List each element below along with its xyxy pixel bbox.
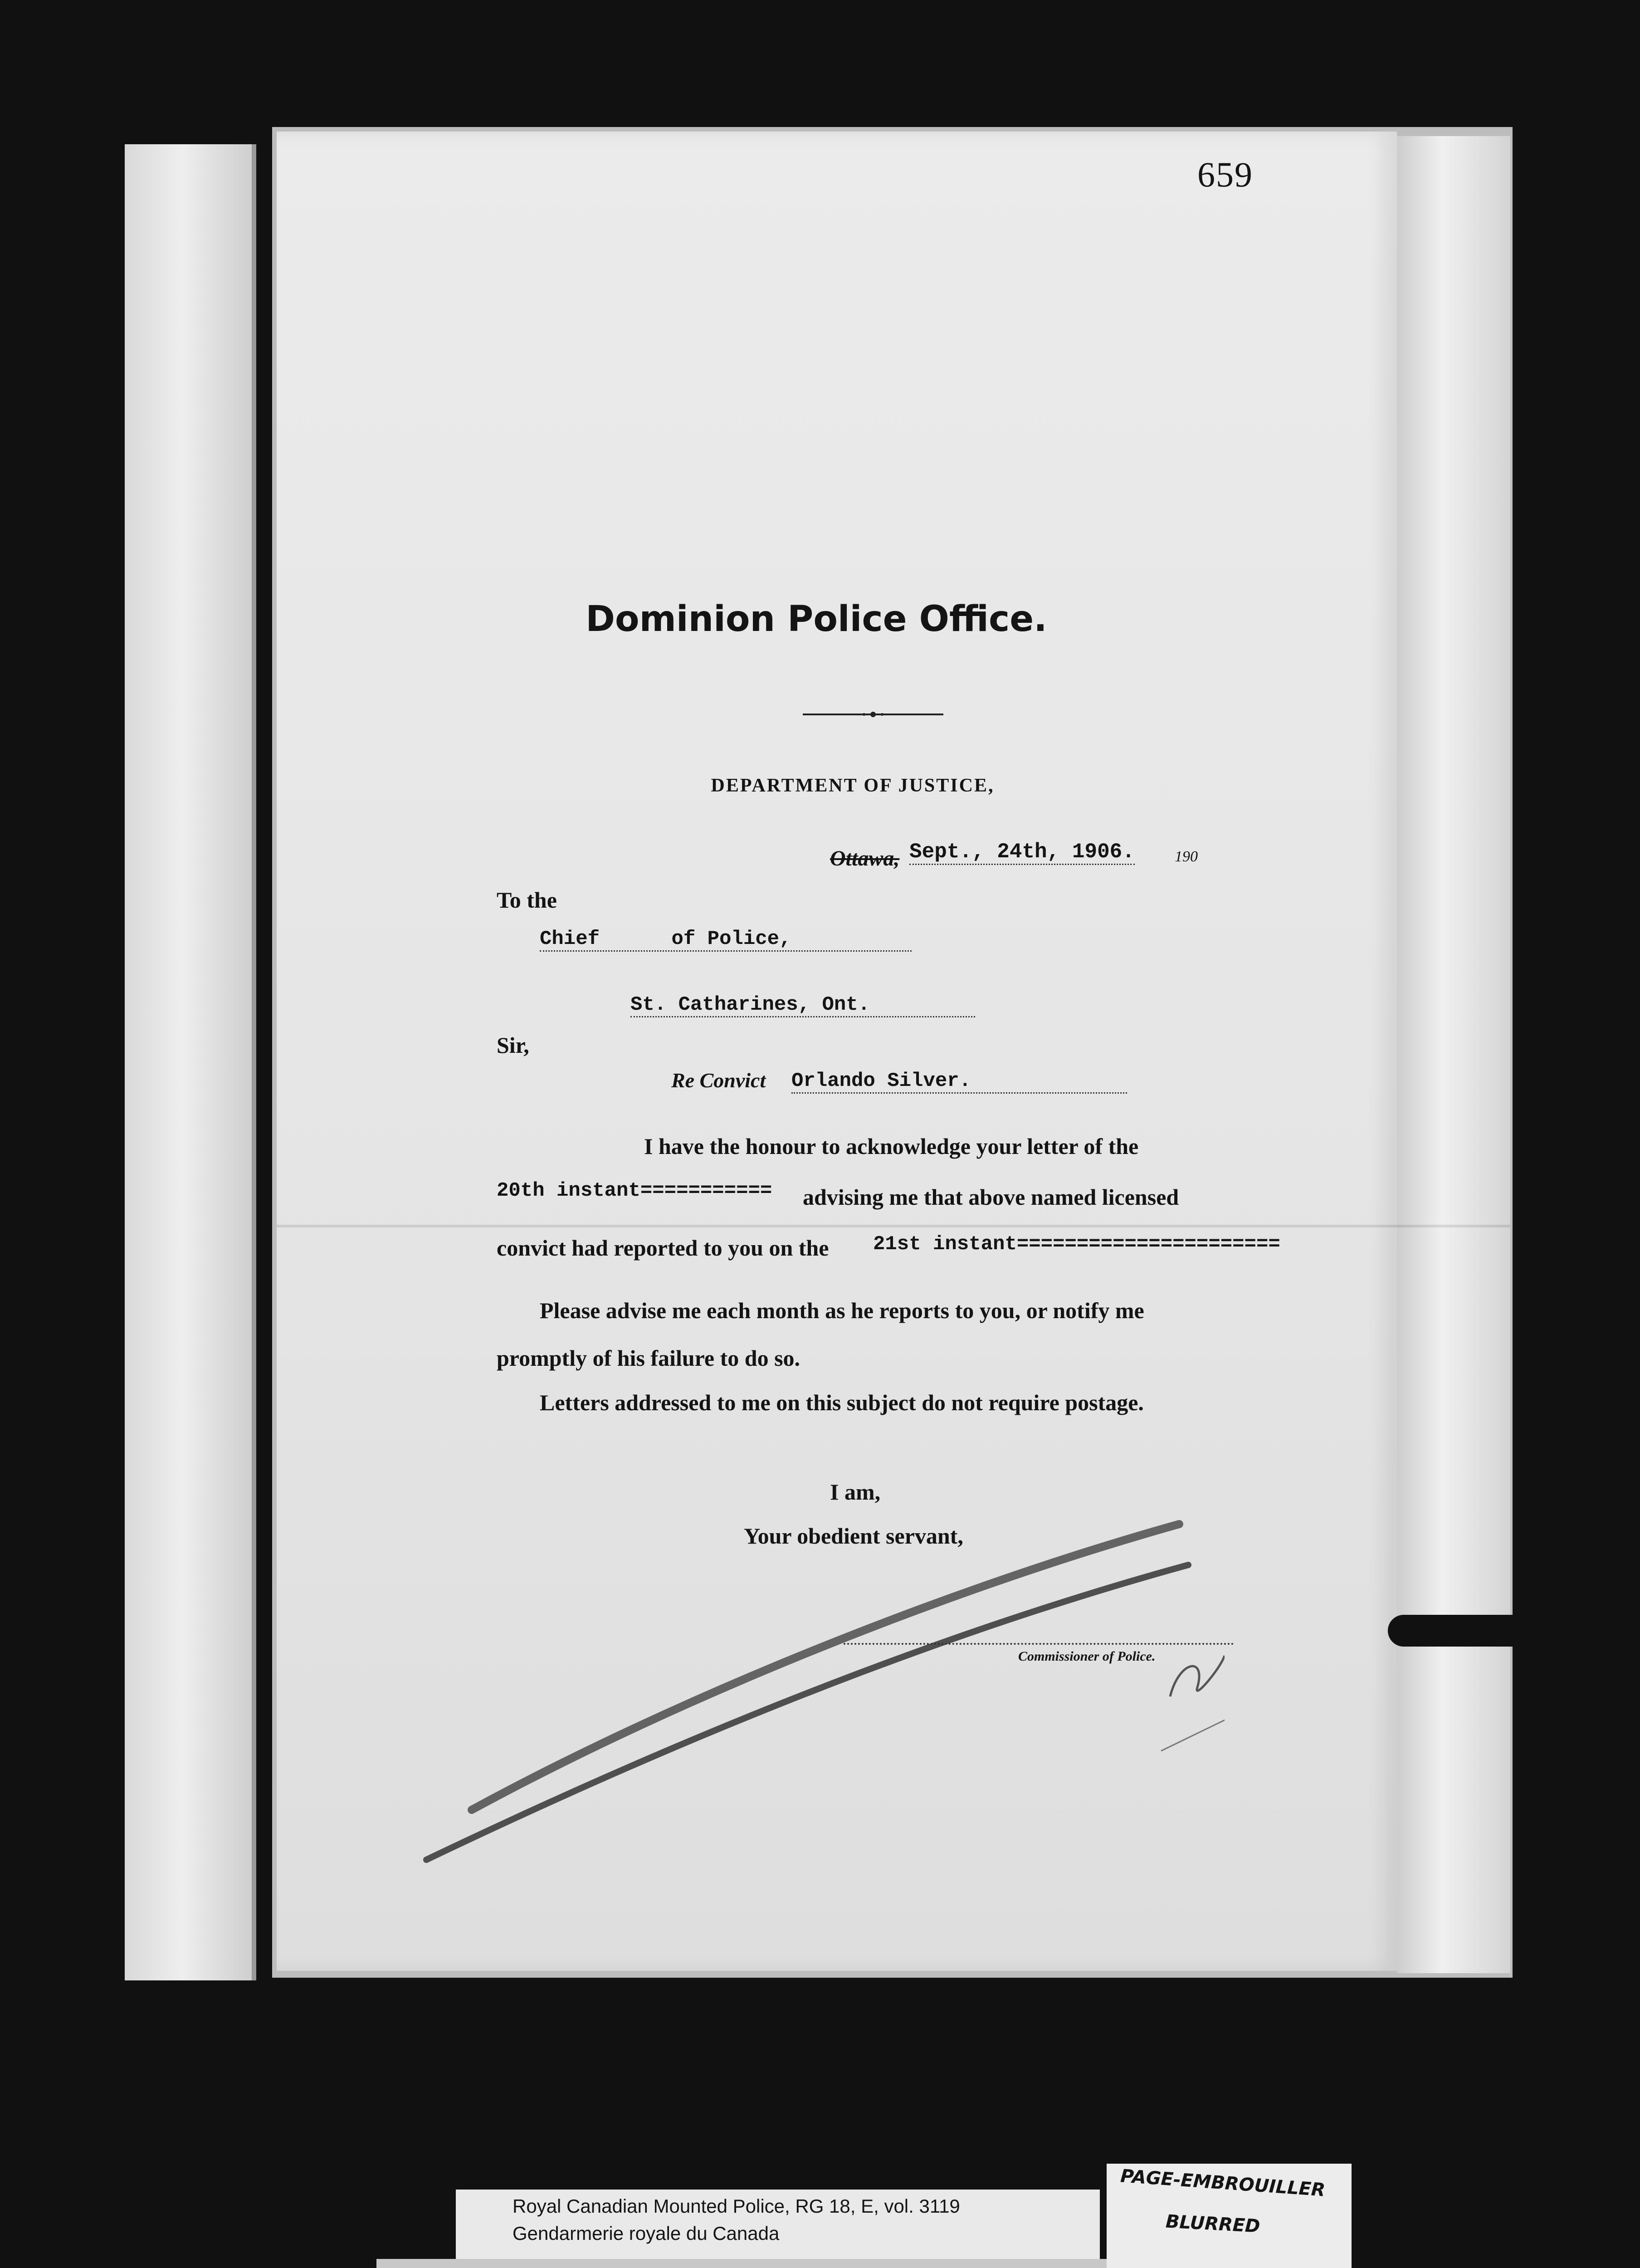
handwritten-note-line-2: BLURRED xyxy=(1165,2211,1261,2237)
report-date: 21st instant====================== xyxy=(873,1233,1280,1256)
letterhead-title: Dominion Police Office. xyxy=(586,599,1047,640)
body-line-5: promptly of his failure to do so. xyxy=(497,1345,800,1371)
ornament-divider xyxy=(803,711,943,718)
signature-strokes xyxy=(408,1506,1225,1896)
body-line-6: Letters addressed to me on this subject do not require postage. xyxy=(540,1390,1144,1415)
body-line-4: Please advise me each month as he reports to you, or notify me xyxy=(540,1298,1144,1323)
letter-reference: 20th instant=========== xyxy=(497,1179,772,1202)
handwritten-note-line-1: PAGE-EMBROUILLER xyxy=(1119,2165,1326,2201)
body-line-1: I have the honour to acknowledge your letter of the xyxy=(644,1134,1139,1159)
adjacent-page-strip xyxy=(125,144,256,1980)
signature-title: Commissioner of Police. xyxy=(1018,1649,1156,1664)
addressee: Chief of Police, xyxy=(540,928,912,952)
addressee-place: St. Catharines, Ont. xyxy=(630,993,975,1017)
convict-name: Orlando Silver. xyxy=(791,1070,1127,1094)
year-suffix: 190 xyxy=(1175,848,1198,865)
signature-line xyxy=(844,1643,1234,1645)
to-the-label: To the xyxy=(497,887,557,913)
closing-2: Your obedient servant, xyxy=(744,1523,963,1549)
department-heading: DEPARTMENT OF JUSTICE, xyxy=(711,775,995,796)
archive-reference-line-2: Gendarmerie royale du Canada xyxy=(512,2223,780,2244)
page-number: 659 xyxy=(1197,155,1253,194)
salutation: Sir, xyxy=(497,1032,529,1058)
place-printed: Ottawa, xyxy=(830,846,900,870)
page-edge xyxy=(1397,136,1510,1973)
re-convict-label: Re Convict xyxy=(671,1069,766,1092)
body-line-2: advising me that above named licensed xyxy=(803,1184,1179,1210)
archive-reference-line-1: Royal Canadian Mounted Police, RG 18, E, vol. 3119 xyxy=(512,2195,960,2217)
pen-tip xyxy=(1388,1615,1524,1647)
letter-date: Sept., 24th, 1906. xyxy=(909,840,1135,865)
body-line-3: convict had reported to you on the xyxy=(497,1235,829,1261)
archive-stamp-card xyxy=(376,2259,1211,2268)
closing-1: I am, xyxy=(830,1479,881,1505)
fold-line xyxy=(277,1225,1510,1227)
